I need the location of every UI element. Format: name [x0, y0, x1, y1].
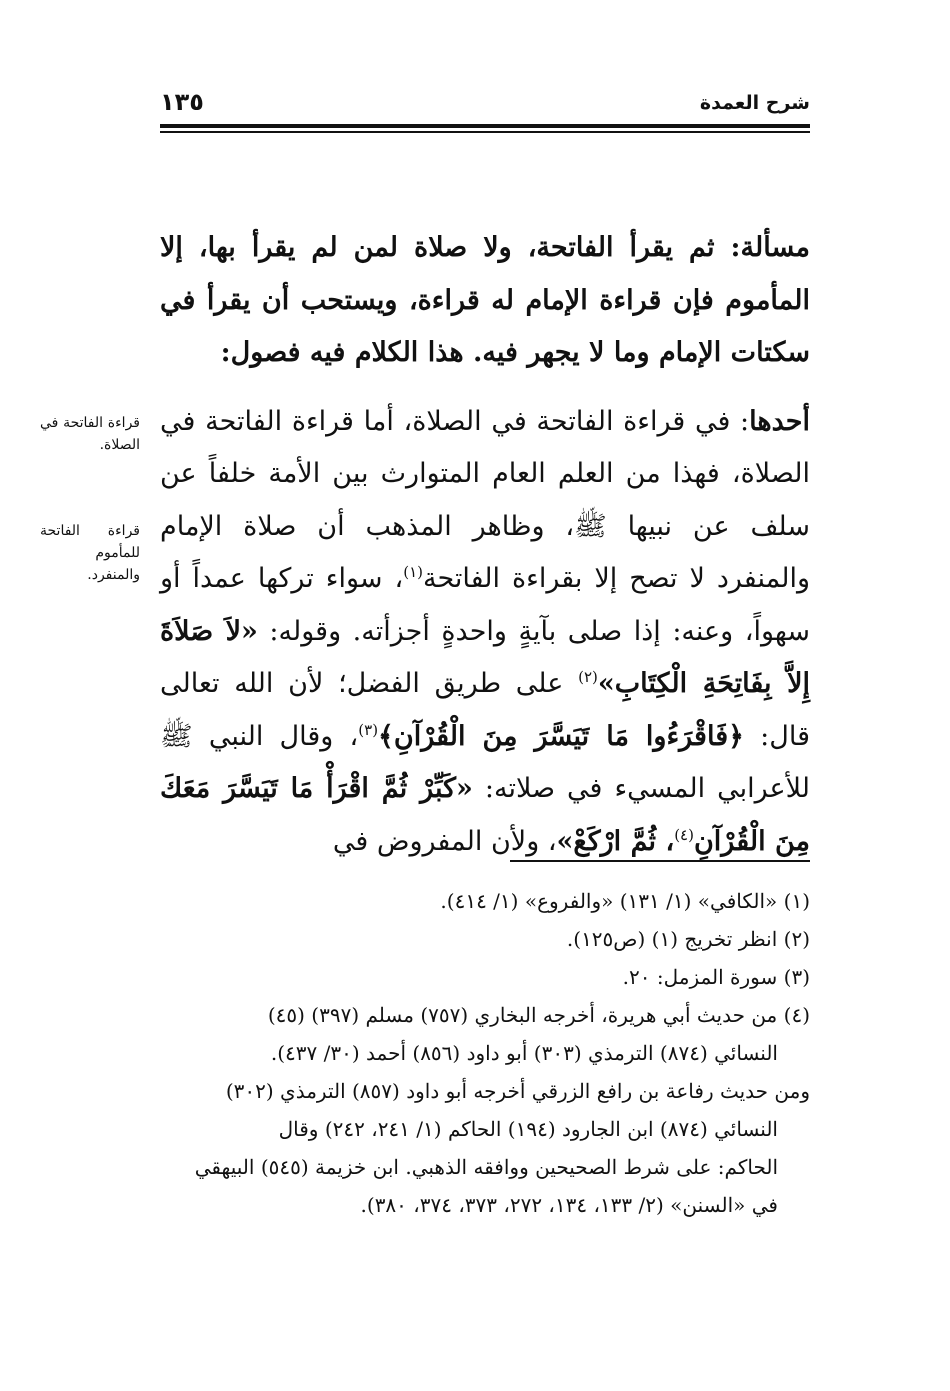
- page-number: ١٣٥: [160, 88, 204, 116]
- footnote-2: (٢) انظر تخريج (١) (ص١٢٥).: [566, 927, 810, 951]
- text-run: ، وقال النبي ﷺ للأعرابي المسيء في صلاته:: [160, 720, 810, 804]
- text-run: : في قراءة الفاتحة في الصلاة، أما قراءة الفاتحة في الصلاة، فهذا من العلم العام المتوارث بين الأمة خلفاً عن سلف عن نبيها ﷺ، وظاهر المذهب أن صلاة الإمام والمنفرد لا تصح إلا بقراءة الفاتحة: [160, 405, 810, 594]
- running-header: [160, 88, 810, 122]
- footnote-3: (٣) سورة المزمل: ٢٠.: [622, 965, 810, 989]
- section-lead: أحدها: [749, 405, 810, 437]
- hadith-quote: «لاَ صَلاَةَ إِلاَّ بِفَاتِحَةِ الْكِتَابِ»: [160, 615, 810, 699]
- footnote-4-line: ومن حديث رفاعة بن رافع الزرقي أخرجه أبو داود (٨٥٧) الترمذي (٣٠٢): [225, 1079, 810, 1103]
- margin-note-1: قراءة الفاتحة في الصلاة.: [40, 415, 140, 453]
- text-run: ، سواء تركها عمداً أو سهواً، وعنه: إذا صلى بآيةٍ واحدةٍ أجزأته. وقوله:: [160, 563, 810, 647]
- header-rule-thick: [160, 124, 810, 128]
- footnote-4-line: (٤) من حديث أبي هريرة، أخرجه البخاري (٧٥٧) مسلم (٣٩٧) (٤٥): [267, 1003, 810, 1027]
- paragraph-first-section: [160, 396, 810, 869]
- footnote-4-line: في «السنن» (٢/ ١٣٣، ١٣٤، ٢٧٢، ٣٧٣، ٣٧٤، ٣٨٠).: [360, 1193, 778, 1217]
- footnote-ref-4[interactable]: (٤): [674, 825, 694, 844]
- footnote-ref-1[interactable]: (١): [403, 563, 423, 581]
- footnote-ref-2[interactable]: (٢): [578, 668, 598, 686]
- footnote-4-line: النسائي (٨٧٤) ابن الجارود (١٩٤) الحاكم (١/ ٢٤١، ٢٤٢) وقال: [278, 1117, 778, 1141]
- footnote-separator: [510, 860, 810, 862]
- footnote-4-line: النسائي (٨٧٤) الترمذي (٣٠٣) أبو داود (٨٥٦) أحمد (٣٠/ ٤٣٧).: [270, 1041, 778, 1065]
- footnotes: [160, 882, 810, 1224]
- quran-quote: ﴿فَاقْرَءُوا مَا تَيَسَّرَ مِنَ الْقُرْآنِ﴾: [378, 720, 744, 752]
- text-run: على طريق الفضل؛ لأن الله تعالى قال:: [160, 668, 810, 752]
- footnote-1: (١) «الكافي» (١/ ١٣١) «والفروع» (١/ ٤١٤).: [440, 889, 810, 913]
- footnote-4-line: الحاكم: على شرط الصحيحين ووافقه الذهبي. ابن خزيمة (٥٤٥) البيهقي: [194, 1155, 778, 1179]
- header-rule-thin: [160, 131, 810, 133]
- hadith-quote: «كَبِّرْ ثُمَّ اقْرَأْ مَا تَيَسَّرَ مَعَكَ مِنَ الْقُرْآنِ: [160, 773, 810, 857]
- main-text: [160, 222, 810, 868]
- header-title: شرح العمدة: [699, 92, 810, 114]
- margin-note-2: قراءة الفاتحة للمأموم والمنفرد.: [40, 523, 140, 583]
- paragraph-masala: مسألة: ثم يقرأ الفاتحة، ولا صلاة لمن لم يقرأ بها، إلا المأموم فإن قراءة الإمام له قراءة، ويستحب أن يقرأ في سكتات الإمام وما لا يجهر فيه. هذا الكلام فيه فصول:: [160, 232, 810, 368]
- footnote-ref-3[interactable]: (٣): [358, 720, 379, 739]
- text-run: ، ولأن المفروض في: [332, 825, 557, 857]
- hadith-quote: ، ثُمَّ ارْكَعْ»: [556, 825, 675, 857]
